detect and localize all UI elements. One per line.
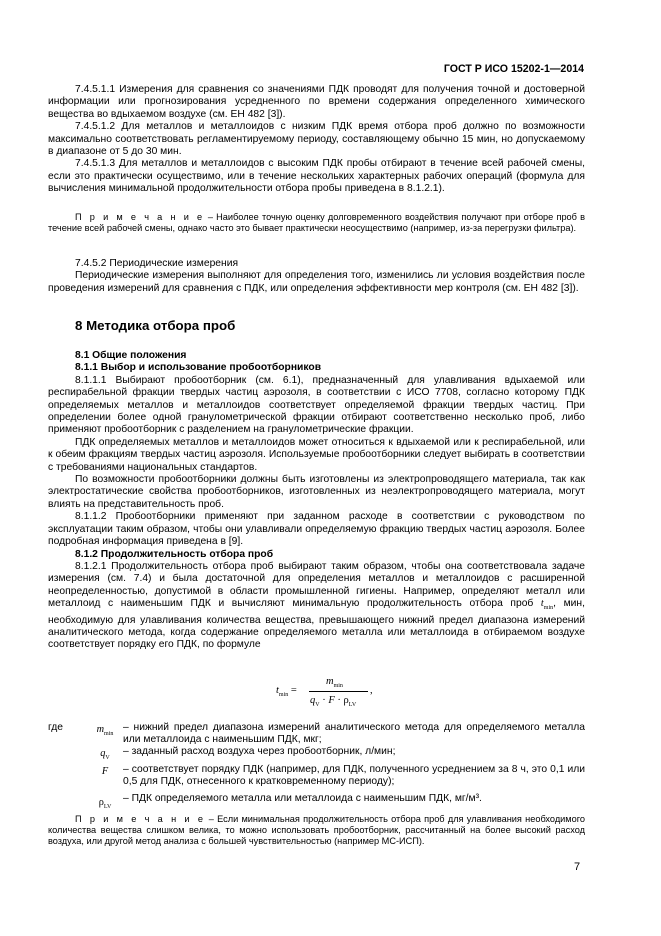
paragraph-8-1-1-1-b: ПДК определяемых металлов и металлоидов может относиться к вдыхаемой или к респирабельной, или к обеим фракциям твердых частиц аэрозоля. Используемые пробоотборники следует выбирать в соответствии с требованиями национальных стандартов. — [48, 436, 585, 473]
note-label: П р и м е ч а н и е — [75, 814, 206, 824]
formula-denominator: $q_V \cdot F \cdot \rho_{LV}$ — [310, 695, 357, 709]
symbol-q-v: $q_V$ — [100, 748, 110, 762]
paragraph-7-4-5-1-1: 7.4.5.1.1 Измерения для сравнения со значениями ПДК проводят для получения точной и достоверной информации или прогнозирования усредненного по времени содержания определенного химического вещества во вдыхаемом воздухе (см. ЕН 482 [3]). — [48, 84, 585, 120]
note-text: – Наиболее точную оценку долговременного воздействия получают при отборе проб в течение всей рабочей смены, однако часто это бывает практически неосуществимо (например, из-за перегрузки фильтра). — [48, 212, 585, 234]
formula-comma: , — [370, 685, 373, 696]
definition-m-min: – нижний предел диапазона измерений аналитического метода для определяемого металла или металлоида с наименьшим ПДК, мкг; — [123, 722, 585, 746]
note-2 — [48, 814, 585, 848]
heading-8-1: 8.1 Общие положения — [75, 350, 187, 361]
symbol-rho-lv: $\rho_{LV}$ — [98, 797, 112, 811]
paragraph-7-4-5-1-3: 7.4.5.1.3 Для металлов и металлоидов с высоким ПДК пробы отбирают в течение всей рабочей смены, если это практически осуществимо, или в течение нескольких характерных рабочих операций (формула для вычисления минимальной продолжительности отбора пробы приведена в 8.1.2.1). — [48, 158, 585, 195]
standard-header: ГОСТ Р ИСО 15202-1—2014 — [443, 63, 584, 75]
section-8-1 — [48, 350, 585, 652]
note-text: – Если минимальная продолжительность отбора проб для улавливания необходимого количества вещества слишком велика, то можно использовать пробоотборник, рассчитанный на более высокий расход воздуха, или другой метод анализа с большей чувствительностью (например МС-ИСП). — [48, 814, 585, 847]
formula-numerator: $m_{min}$ — [326, 676, 343, 690]
paragraph-7-4-5-2: Периодические измерения выполняют для определения того, изменились ли условия воздействия после проведения измерений для сравнения с ПДК, или определения эффективности мер контроля (см. ЕН 482 [3]). — [48, 270, 585, 294]
paragraph-8-1-1-1-a: 8.1.1.1 Выбирают пробоотборник (см. 6.1), предназначенный для улавливания вдыхаемой или респирабельной фракции твердых частиц аэрозоля, в соответствии с ИСО 7708, согласно которому ПДК определяемых металлов и металлоидов соответствует определяемой фракции твердых частиц. При определении более одной гранулометрической фракции отбирают соответственно несколько проб, либо применяют пробоотборник с разделением на гранулометрические фракции. — [48, 374, 585, 436]
formula-t-min — [276, 676, 386, 710]
note-1 — [48, 212, 585, 234]
heading-7-4-5-2: 7.4.5.2 Периодические измерения — [75, 258, 239, 269]
fraction-bar — [309, 691, 368, 692]
definition-f: – соответствует порядку ПДК (например, для ПДК, полученного усреднением за 8 ч, это 0,1 или 0,5 для ПДК, отнесенного к кратковременному периоду); — [123, 764, 585, 788]
symbol-t-min: $t_{min}$ — [540, 598, 554, 612]
heading-8-1-2: 8.1.2 Продолжительность отбора проб — [75, 548, 274, 560]
definition-rho-lv: – ПДК определяемого металла или металлоида с наименьшим ПДК, мг/м³. — [123, 793, 482, 804]
where-list — [48, 722, 585, 814]
paragraph-8-1-1-2: 8.1.1.2 Пробоотборники применяют при заданном расходе в соответствии с руководством по эксплуатации таким образом, чтобы они улавливали определяемую фракцию твердых частиц аэрозоля. Более подробная информация приведена в [9]. — [48, 511, 585, 548]
section-7-4-5-1 — [48, 84, 585, 196]
paragraph-8-1-1-1-c: По возможности пробоотборники должны быть изготовлены из электропроводящего материала, так как электростатические свойства пробоотборников, изготовленных из неэлектропроводящего материала, могут влиять на представительность проб. — [48, 474, 585, 510]
section-7-4-5-2 — [48, 258, 585, 295]
paragraph-7-4-5-1-2: 7.4.5.1.2 Для металлов и металлоидов с низким ПДК время отбора проб должно по возможности максимально соответствовать регламентируемому периоду, составляющему обычно 15 мин, но допускаемому в диапазоне от 5 до 30 мин. — [48, 121, 585, 158]
page-number: 7 — [574, 861, 581, 873]
section-8-heading: 8 Методика отбора проб — [75, 318, 236, 333]
note-label: П р и м е ч а н и е — [75, 212, 205, 222]
definition-q-v: – заданный расход воздуха через пробоотборник, л/мин; — [123, 746, 396, 757]
symbol-m-min: $m_{min}$ — [96, 724, 114, 738]
paragraph-8-1-2-1: 8.1.2.1 Продолжительность отбора проб выбирают таким образом, чтобы она соответствовала задаче измерения (см. 7.4) и была достаточной для определения металлов и металлоидов с расширенной неопределенностью, допустимой в области промышленной гигиены. Например, определяют металл или металлоид с наименьшим ПДК и вычисляют минимальную продолжительность отбора проб $t_{min}$, мин, необходимую для улавливания количества вещества, превышающего нижний предел диапазона измерений аналитического метода, когда содержание определяемого металла или металлоида в отбираемом воздухе соответствует порядку его ПДК, по формуле — [48, 560, 585, 651]
where-label: где — [48, 722, 64, 733]
formula-lhs: $t_{min}$ = — [276, 685, 297, 699]
heading-8-1-1: 8.1.1 Выбор и использование пробоотборников — [75, 362, 322, 374]
symbol-f: F — [101, 766, 109, 777]
